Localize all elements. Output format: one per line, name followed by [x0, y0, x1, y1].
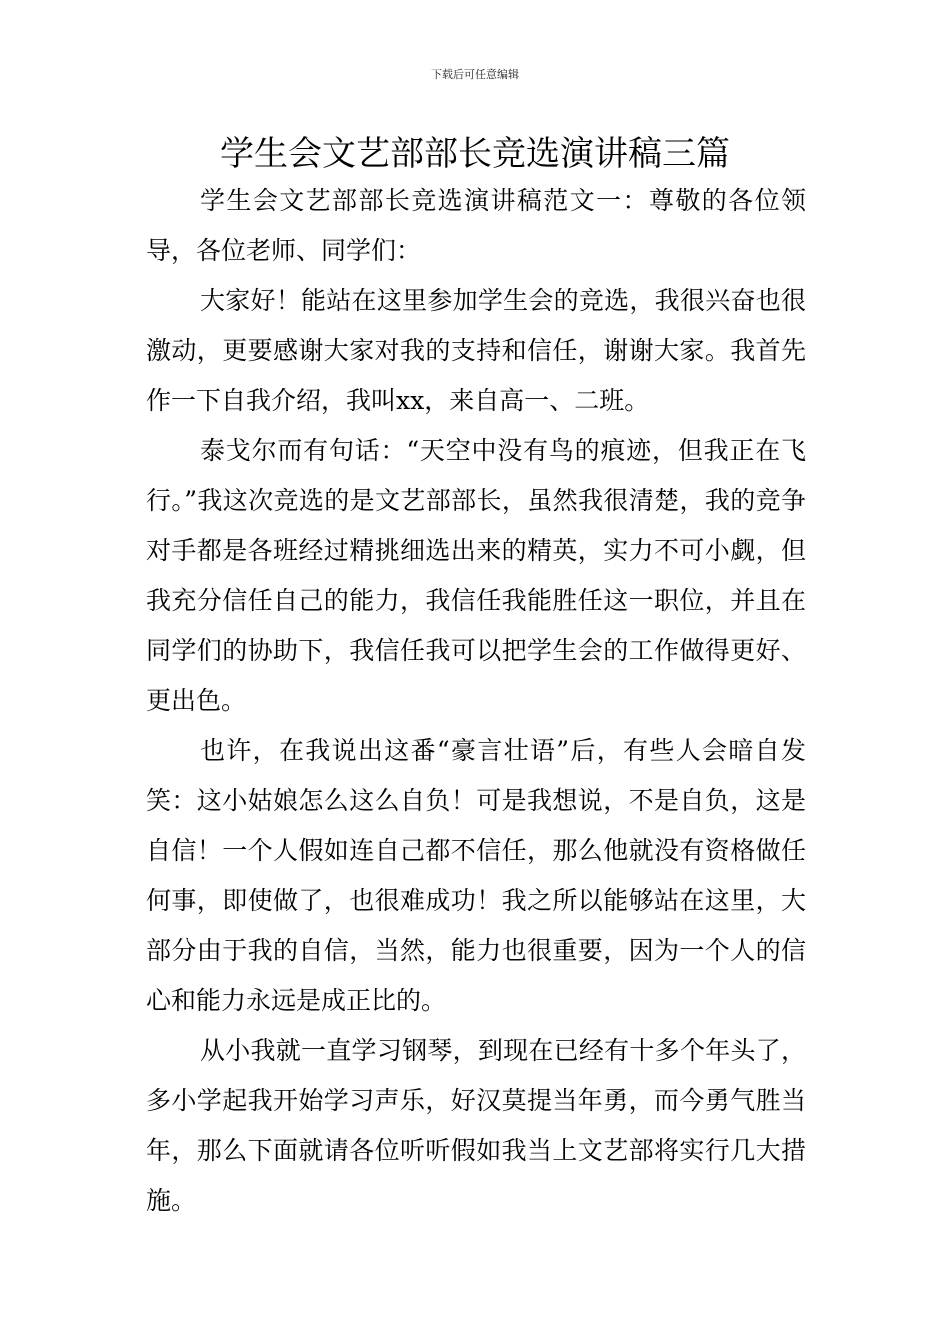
paragraph-confidence: 也许，在我说出这番“豪言壮语”后，有些人会暗自发笑：这小姑娘怎么这么自负！可是我想说，不是自负，这是自信！一个人假如连自己都不信任，那么他就没有资格做任何事，即使做了，也很难成功！我之所以能够站在这里，大部分由于我的自信，当然，能力也很重要，因为一个人的信心和能力永远是成正比的。 [146, 736, 806, 1015]
paragraph-background: 从小我就一直学习钢琴，到现在已经有十多个年头了，多小学起我开始学习声乐，好汉莫提当年勇，而今勇气胜当年，那么下面就请各位听听假如我当上文艺部将实行几大措施。 [146, 1036, 806, 1215]
document-title: 学生会文艺部部长竞选演讲稿三篇 [220, 134, 730, 174]
paragraph-tagore-quote: 泰戈尔而有句话：“天空中没有鸟的痕迹，但我正在飞行。”我这次竞选的是文艺部部长，虽然我很清楚，我的竞争对手都是各班经过精挑细选出来的精英，实力不可小觑，但我充分信任自己的能力，我信任我能胜任这一职位，并且在同学们的协助下，我信任我可以把学生会的工作做得更好、更出色。 [146, 436, 806, 715]
document-body [146, 176, 806, 1226]
page-header-note: 下载后可任意编辑 [431, 68, 519, 81]
paragraph-salutation: 学生会文艺部部长竞选演讲稿范文一：尊敬的各位领导，各位老师、同学们： [146, 186, 806, 265]
paragraph-introduction: 大家好！能站在这里参加学生会的竞选，我很兴奋也很激动，更要感谢大家对我的支持和信任，谢谢大家。我首先作一下自我介绍，我叫xx，来自高一、二班。 [146, 286, 806, 415]
